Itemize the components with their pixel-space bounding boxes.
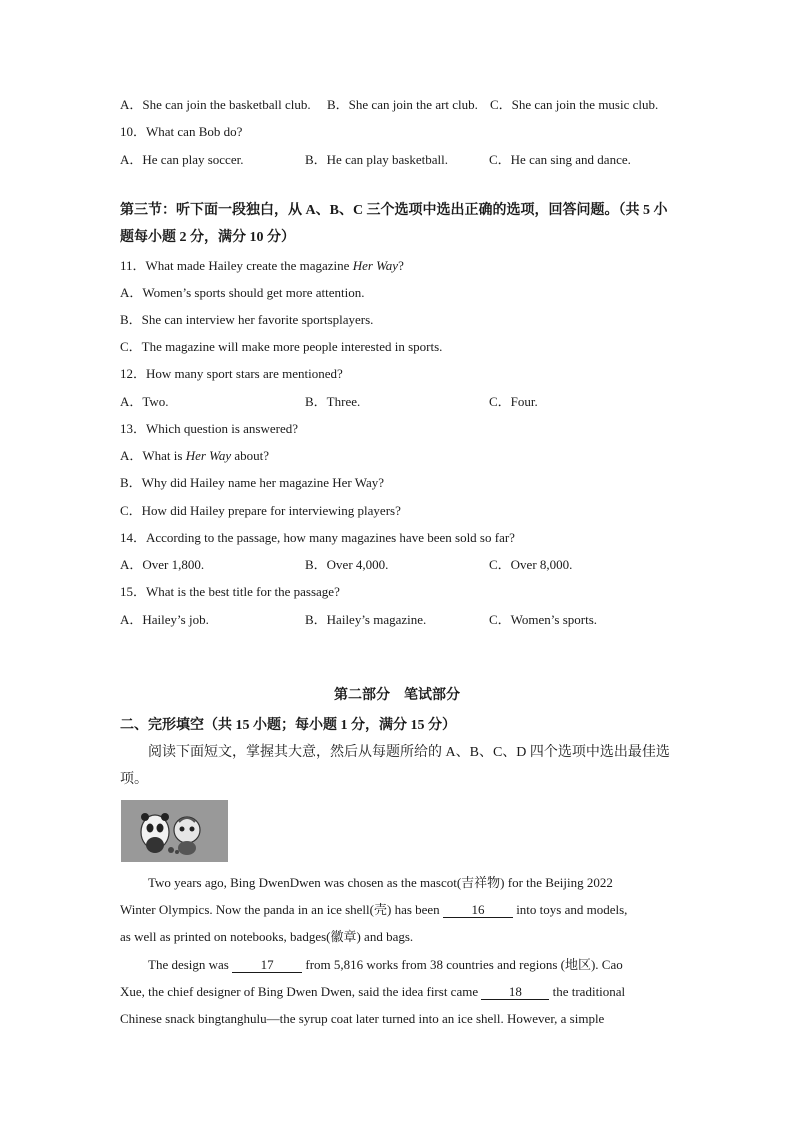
q13-option-c: C．How did Hailey prepare for interviewing players? — [120, 503, 401, 518]
passage-line-4: The design was 17 from 5,816 works from 38 countries and regions (地区). Cao — [148, 957, 623, 972]
q12-option-b: B．Three. — [305, 394, 361, 409]
q12-option-c: C．Four. — [489, 394, 538, 409]
passage-line-2: Winter Olympics. Now the panda in an ice shell(壳) has been 16 into toys and models, — [120, 902, 628, 917]
section3-heading-line1: 第三节：听下面一段独白，从 A、B、C 三个选项中选出正确的选项，回答问题。（共 5 小 — [120, 203, 668, 218]
passage-line-3: as well as printed on notebooks, badges(徽章) and bags. — [120, 929, 414, 944]
q11-option-c: C．The magazine will make more people interested in sports. — [120, 339, 443, 354]
q14-option-b: B．Over 4,000. — [305, 557, 389, 572]
mascot-image — [121, 800, 228, 862]
blank-17[interactable]: 17 — [232, 957, 302, 973]
q12-question: 12．How many sport stars are mentioned? — [120, 366, 343, 381]
passage-line-6: Chinese snack bingtanghulu—the syrup coat later turned into an ice shell. However, a simple — [120, 1011, 605, 1026]
q10-question: 10．What can Bob do? — [120, 124, 243, 139]
q9-option-a: A．She can join the basketball club. — [120, 97, 311, 112]
q11-question: 11．What made Hailey create the magazine Her Way? — [120, 258, 404, 273]
q14-question: 14．According to the passage, how many magazines have been sold so far? — [120, 530, 515, 545]
q15-option-b: B．Hailey’s magazine. — [305, 612, 427, 627]
q12-option-a: A．Two. — [120, 394, 169, 409]
passage-line-5: Xue, the chief designer of Bing Dwen Dwen, said the idea first came 18 the traditional — [120, 984, 626, 999]
q9-option-b: B．She can join the art club. — [327, 97, 478, 112]
q15-option-a: A．Hailey’s job. — [120, 612, 209, 627]
section3-heading-line2: 题每小题 2 分，满分 10 分） — [120, 230, 295, 245]
q14-option-a: A．Over 1,800. — [120, 557, 205, 572]
q11-option-b: B．She can interview her favorite sportsplayers. — [120, 312, 374, 327]
q10-option-a: A．He can play soccer. — [120, 152, 244, 167]
q11-option-a: A．Women’s sports should get more attention. — [120, 285, 365, 300]
passage-line-1: Two years ago, Bing DwenDwen was chosen as the mascot(吉祥物) for the Beijing 2022 — [148, 875, 613, 890]
q13-question: 13．Which question is answered? — [120, 421, 298, 436]
cloze-heading: 二、完形填空（共 15 小题；每小题 1 分，满分 15 分） — [120, 718, 456, 733]
q14-option-c: C．Over 8,000. — [489, 557, 573, 572]
q15-option-c: C．Women’s sports. — [489, 612, 598, 627]
q15-question: 15．What is the best title for the passage? — [120, 584, 340, 599]
q9-option-c: C．She can join the music club. — [490, 97, 659, 112]
q13-option-b: B．Why did Hailey name her magazine Her Way? — [120, 475, 385, 490]
q10-option-b: B．He can play basketball. — [305, 152, 448, 167]
part2-title: 第二部分 笔试部分 — [334, 688, 460, 703]
cloze-instruction-line2: 项。 — [120, 772, 148, 787]
blank-18[interactable]: 18 — [481, 984, 549, 1000]
q13-option-a: A．What is Her Way about? — [120, 448, 269, 463]
q10-option-c: C．He can sing and dance. — [489, 152, 631, 167]
blank-16[interactable]: 16 — [443, 902, 513, 918]
cloze-instruction-line1: 阅读下面短文，掌握其大意，然后从每题所给的 A、B、C、D 四个选项中选出最佳选 — [148, 745, 670, 760]
